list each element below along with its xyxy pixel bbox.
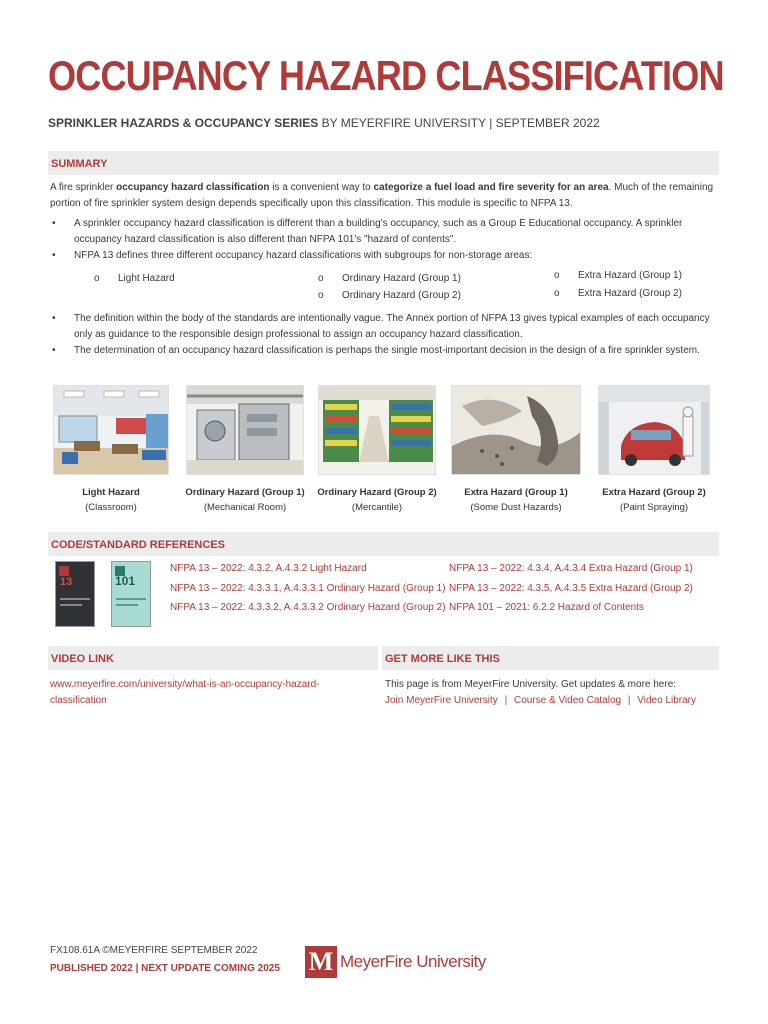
course-catalog-link[interactable]: Course & Video Catalog	[513, 695, 622, 706]
ref-ordinary-2[interactable]: NFPA 13 – 2022: 4.3.3.2, A.4.3.3.2 Ordinary Hazard (Group 2)	[170, 602, 446, 613]
logo-text: MeyerFire University	[340, 952, 486, 971]
term-occupancy-hazard: occupancy hazard classification	[116, 182, 270, 193]
caption-ordinary-1: Ordinary Hazard (Group 1) (Mechanical Room)	[185, 487, 305, 513]
summary-heading: SUMMARY	[48, 151, 719, 175]
sub-ordinary-1: o Ordinary Hazard (Group 1)	[318, 273, 461, 284]
classroom-image	[53, 385, 169, 475]
book-101-label: 101	[115, 574, 136, 588]
sub-light-hazard: o Light Hazard	[94, 273, 175, 284]
bullet-building-occupancy: • A sprinkler occupancy hazard classification is different than a building's occupancy, such as a Group E Educational occupancy. A sprinkler occupancy hazard classification is also different than NFPA 101's "hazard of contents".	[50, 216, 718, 248]
bullet-most-important: • The determination of an occupancy hazard classification is perhaps the single most-important decision in the design of a fire sprinkler system.	[50, 343, 718, 359]
more-heading: GET MORE LIKE THIS	[382, 646, 719, 670]
sub-extra-2: o Extra Hazard (Group 2)	[554, 288, 682, 299]
dust-hazard-image	[451, 385, 581, 475]
join-university-link[interactable]: Join MeyerFire University	[385, 695, 498, 706]
video-heading: VIDEO LINK	[48, 646, 378, 670]
video-url-link[interactable]: www.meyerfire.com/university/what-is-an-occupancy-hazard- classification	[50, 679, 320, 706]
book-13-label: 13	[60, 576, 73, 588]
page-subtitle	[48, 116, 600, 130]
sub-ordinary-2: o Ordinary Hazard (Group 2)	[318, 290, 461, 301]
caption-ordinary-2: Ordinary Hazard (Group 2) (Mercantile)	[317, 487, 437, 513]
byline: BY MEYERFIRE UNIVERSITY | SEPTEMBER 2022	[318, 116, 600, 130]
references-heading: CODE/STANDARD REFERENCES	[48, 532, 719, 556]
series-name: SPRINKLER HAZARDS & OCCUPANCY SERIES	[48, 116, 319, 130]
meyerfire-logo	[305, 946, 486, 978]
paint-spraying-image	[598, 385, 710, 475]
summary-bullets-top	[50, 216, 718, 264]
nfpa-13-book-image	[55, 561, 95, 627]
caption-light-hazard: Light Hazard (Classroom)	[82, 487, 140, 513]
separator: |	[627, 695, 631, 706]
more-info	[385, 677, 719, 709]
page-title: OCCUPANCY HAZARD CLASSIFICATION	[48, 52, 724, 99]
ref-light-hazard[interactable]: NFPA 13 – 2022: 4.3.2, A.4.3.2 Light Hazard	[170, 563, 367, 574]
more-text: This page is from MeyerFire University. Get updates & more here:	[385, 679, 677, 690]
footer-code: FX108.61A ©MEYERFIRE SEPTEMBER 2022	[50, 945, 258, 956]
bullet-three-classifications: • NFPA 13 defines three different occupancy hazard classifications with subgroups for non-storage areas:	[50, 248, 718, 264]
ref-extra-1[interactable]: NFPA 13 – 2022: 4.3.4, A.4.3.4 Extra Hazard (Group 1)	[449, 563, 693, 574]
ref-extra-2[interactable]: NFPA 13 – 2022: 4.3.5, A.4.3.5 Extra Hazard (Group 2)	[449, 583, 693, 594]
separator: |	[504, 695, 508, 706]
nfpa-101-book-image	[111, 561, 151, 627]
footer-published: PUBLISHED 2022 | NEXT UPDATE COMING 2025	[50, 963, 280, 974]
caption-extra-1: Extra Hazard (Group 1) (Some Dust Hazards)	[464, 487, 568, 513]
summary-bullets-bottom	[50, 311, 718, 359]
mercantile-image	[318, 385, 436, 475]
sub-extra-1: o Extra Hazard (Group 1)	[554, 270, 682, 281]
logo-mark-icon: M	[305, 946, 337, 978]
summary-intro: A fire sprinkler occupancy hazard classification is a convenient way to categorize a fuel load and fire severity for an area. Much of the remaining portion of fire sprinkler system design depends specifically upon this classification. This module is specific to NFPA 13.	[50, 182, 714, 209]
footer-info	[50, 942, 280, 978]
term-fuel-load: categorize a fuel load and fire severity for an area	[373, 182, 609, 193]
mechanical-room-image	[186, 385, 304, 475]
caption-extra-2: Extra Hazard (Group 2) (Paint Spraying)	[602, 487, 706, 513]
bullet-definition-vague: • The definition within the body of the standards are intentionally vague. The Annex portion of NFPA 13 gives typical examples of each occupancy only as guidance to the responsible design professional to assign an occupancy hazard classification.	[50, 311, 718, 343]
video-library-link[interactable]: Video Library	[637, 695, 697, 706]
ref-hazard-of-contents[interactable]: NFPA 101 – 2021: 6.2.2 Hazard of Contents	[449, 602, 644, 613]
ref-ordinary-1[interactable]: NFPA 13 – 2022: 4.3.3.1, A.4.3.3.1 Ordinary Hazard (Group 1)	[170, 583, 446, 594]
